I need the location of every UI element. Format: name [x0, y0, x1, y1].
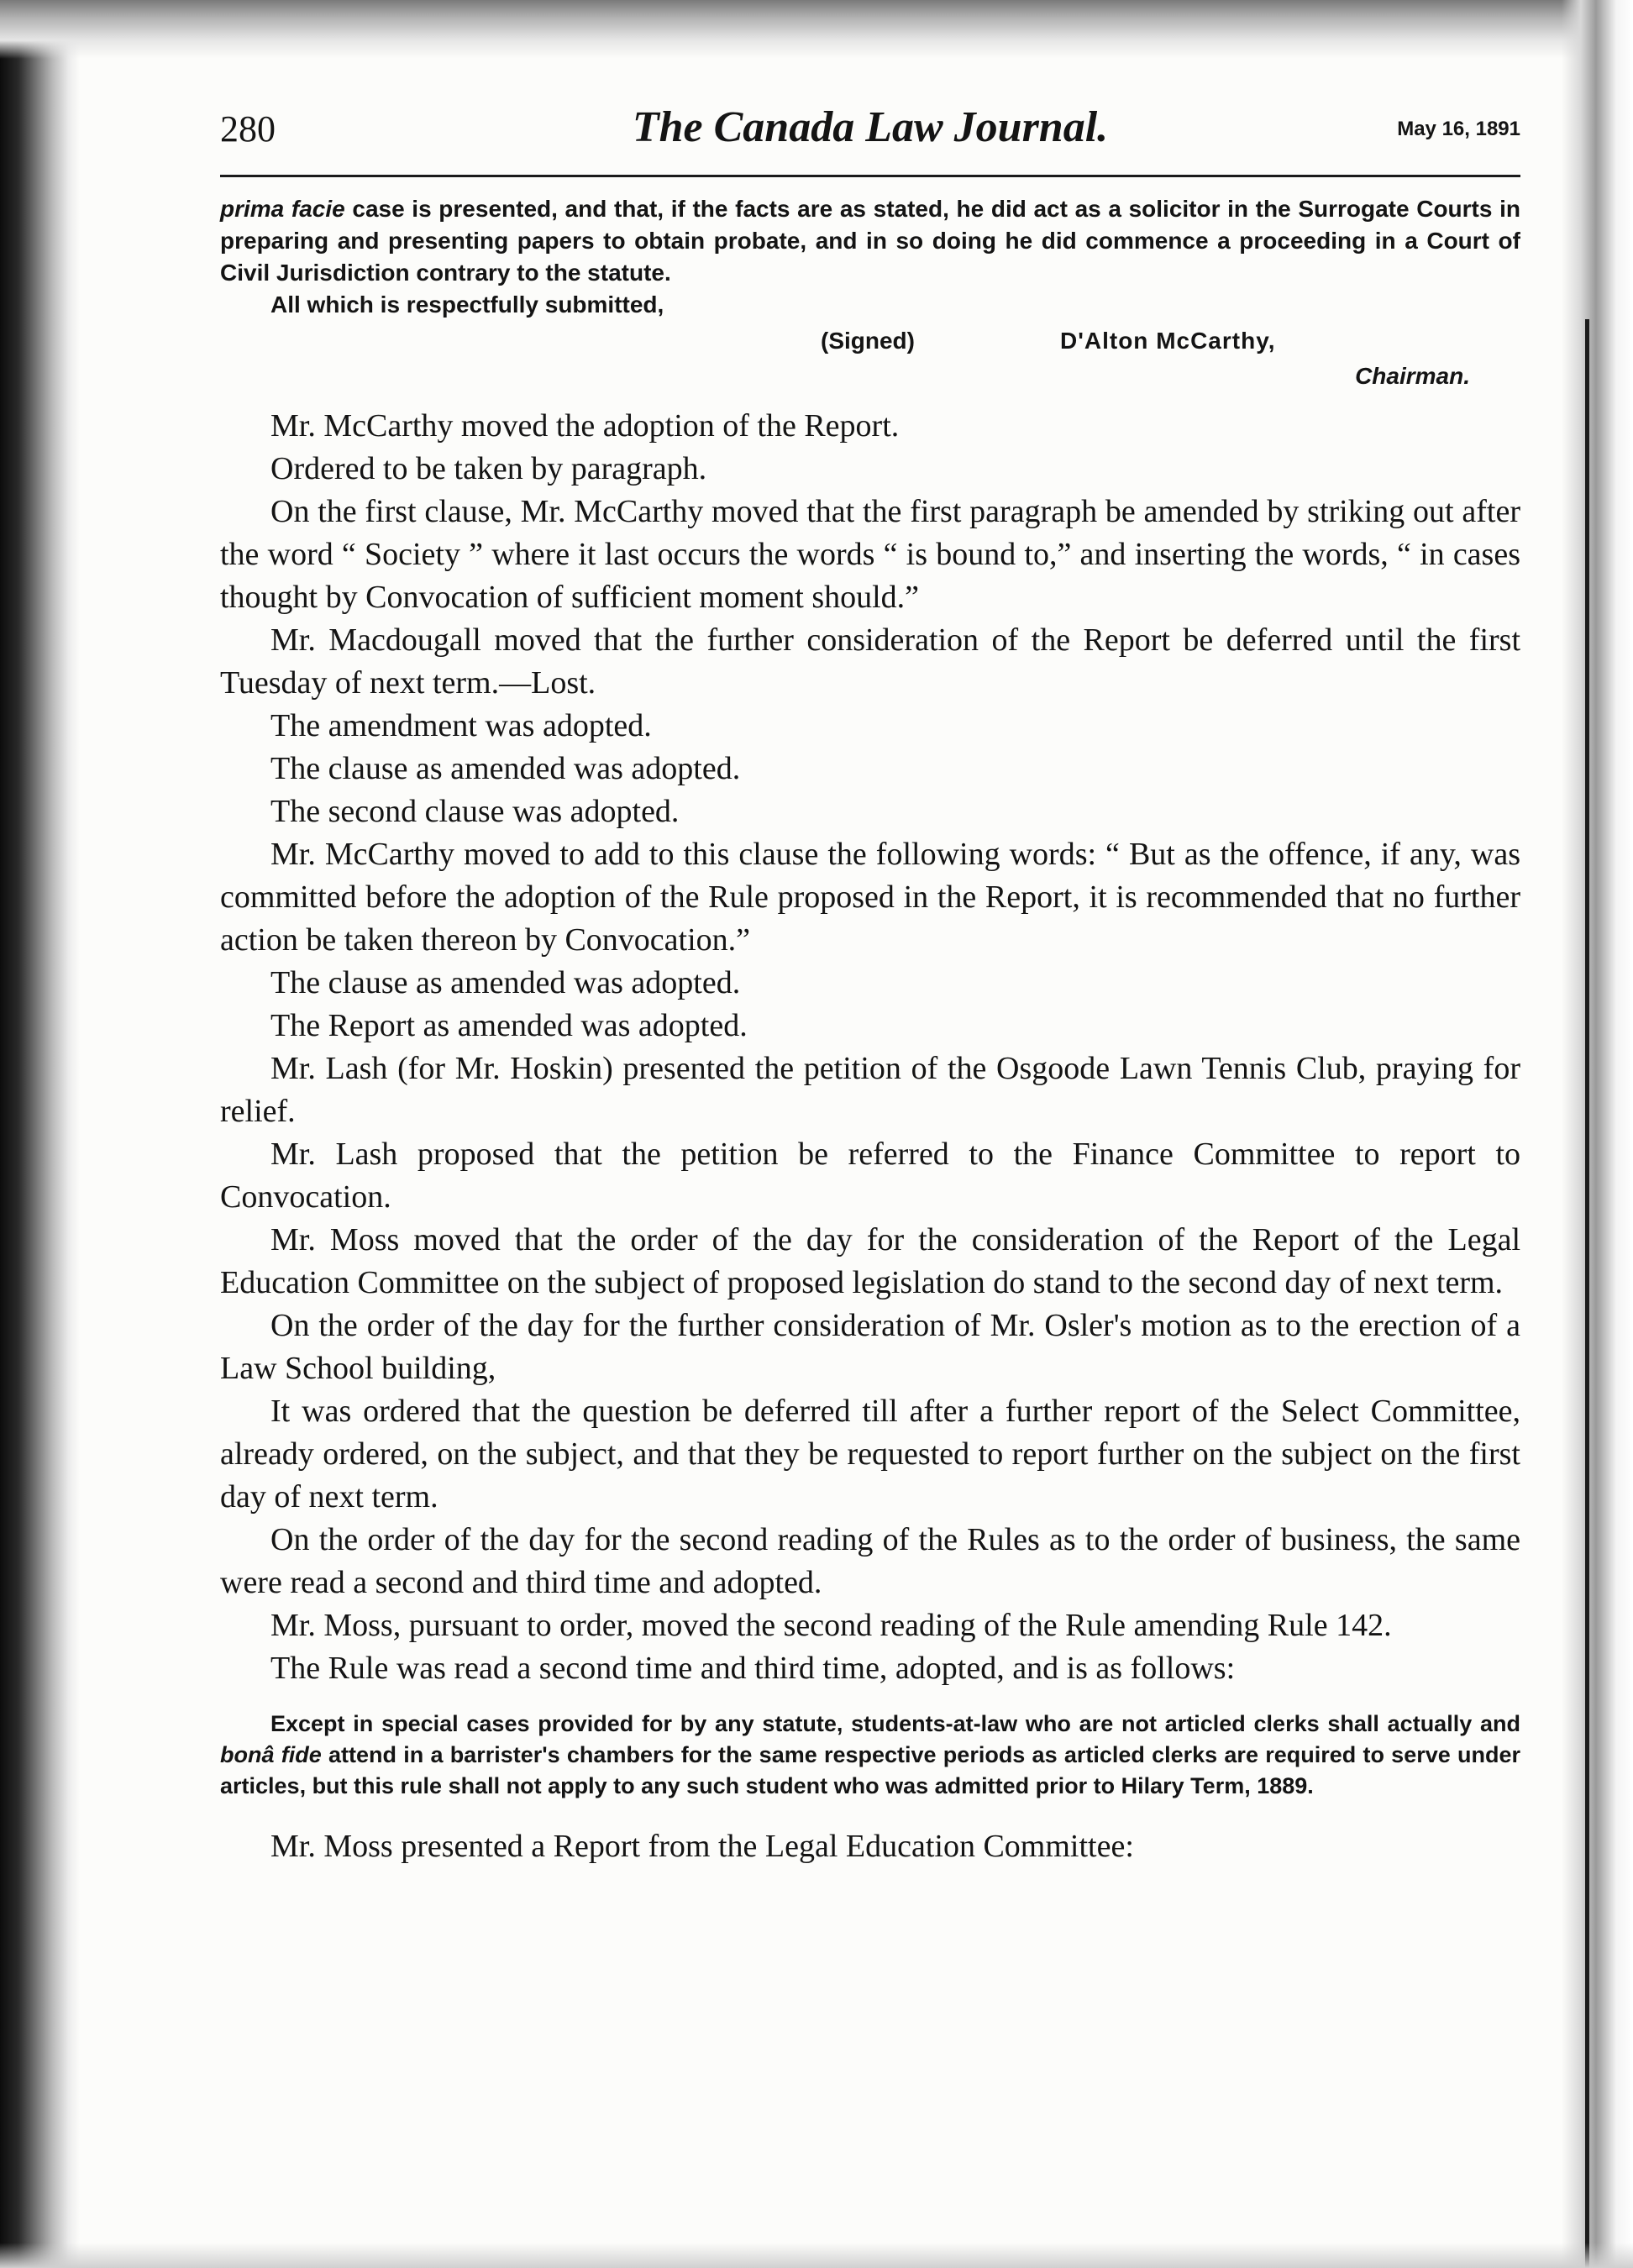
signature-block — [220, 321, 1520, 402]
rule-text-part2: attend in a barrister's chambers for the same respective periods as articled clerks are required to serve under articles, but this rule shall not apply to any such student who was admitted prior to Hilary Term, 1889. — [220, 1742, 1520, 1798]
paragraph: Mr. Lash (for Mr. Hoskin) presented the petition of the Osgoode Lawn Tennis Club, praying for relief. — [220, 1051, 1520, 1129]
scan-edge-bottom — [0, 2243, 1633, 2268]
header-rule — [220, 175, 1520, 177]
running-header — [220, 99, 1520, 158]
signed-label: (Signed) — [821, 328, 915, 354]
journal-title: The Canada Law Journal. — [632, 103, 1109, 151]
report-tail — [220, 193, 1520, 289]
paragraph: Mr. Macdougall moved that the further consideration of the Report be deferred until the first Tuesday of next term.—Lost. — [220, 622, 1520, 701]
signatory-role: Chairman. — [1355, 363, 1470, 389]
report-tail-text: case is presented, and that, if the facts are as stated, he did act as a solicitor in the Surrogate Courts in preparing and presenting papers to obtain probate, and in so doing he did commence a proceeding in a Court of Civil Jurisdiction contrary to the statute. — [220, 196, 1520, 286]
rule-text-italic: bonâ fide — [220, 1742, 322, 1767]
paragraph: The clause as amended was adopted. — [270, 965, 741, 1000]
paragraph: The clause as amended was adopted. — [270, 751, 741, 786]
paragraph: On the order of the day for the further consideration of Mr. Osler's motion as to the erection of a Law School building, — [220, 1308, 1520, 1386]
paragraph: Mr. McCarthy moved to add to this clause the following words: “ But as the offence, if any, was committed before the adoption of the Rule proposed in the Report, it is recommended that no further action be taken thereon by Convocation.” — [220, 837, 1520, 958]
paragraph: Mr. Lash proposed that the petition be referred to the Finance Committee to report to Convocation. — [220, 1137, 1520, 1215]
paragraph: Ordered to be taken by paragraph. — [270, 451, 707, 486]
paragraph: On the first clause, Mr. McCarthy moved that the first paragraph be amended by striking out after the word “ Society ” where it last occurs the words “ is bound to,” and inserting the words, “ in cases thought by Convocation of sufficient moment should.” — [220, 494, 1520, 615]
report-submitted — [220, 289, 1520, 321]
submitted-text: All which is respectfully submitted, — [270, 291, 664, 318]
paragraph: The Rule was read a second time and third time, adopted, and is as follows: — [270, 1651, 1236, 1686]
scan-edge-right — [1562, 0, 1633, 2268]
page-content — [220, 193, 1520, 1868]
rule-quote — [220, 1709, 1520, 1802]
paragraph: The second clause was adopted. — [270, 794, 680, 829]
paragraph: It was ordered that the question be deferred till after a further report of the Select Committee, already ordered, on the subject, and that they be requested to report further on the subject on the first day of next term. — [220, 1394, 1520, 1515]
paragraph: The amendment was adopted. — [270, 708, 652, 743]
minutes-body — [220, 405, 1520, 1690]
scan-edge-top — [0, 0, 1633, 59]
scan-binding-line — [1585, 319, 1589, 2268]
page-number: 280 — [220, 108, 276, 150]
paragraph: Mr. Moss moved that the order of the day for the consideration of the Report of the Legal Education Committee on the subject of proposed legislation do stand to the second day of next term. — [220, 1222, 1520, 1300]
paragraph: Mr. Moss, pursuant to order, moved the second reading of the Rule amending Rule 142. — [270, 1608, 1392, 1643]
paragraph: Mr. McCarthy moved the adoption of the Report. — [270, 408, 900, 444]
paragraph: On the order of the day for the second reading of the Rules as to the order of business, the same were read a second and third time and adopted. — [220, 1522, 1520, 1600]
closing-paragraph: Mr. Moss presented a Report from the Legal Education Committee: — [270, 1829, 1134, 1864]
issue-date: May 16, 1891 — [1397, 118, 1520, 140]
signatory-name: D'Alton McCarthy, — [1060, 328, 1276, 354]
report-tail-italic: prima facie — [220, 196, 345, 222]
scan-edge-left — [0, 0, 80, 2268]
rule-text-part1: Except in special cases provided for by any statute, students-at-law who are not articled clerks shall actually and — [270, 1711, 1520, 1736]
paragraph: The Report as amended was adopted. — [270, 1008, 748, 1043]
